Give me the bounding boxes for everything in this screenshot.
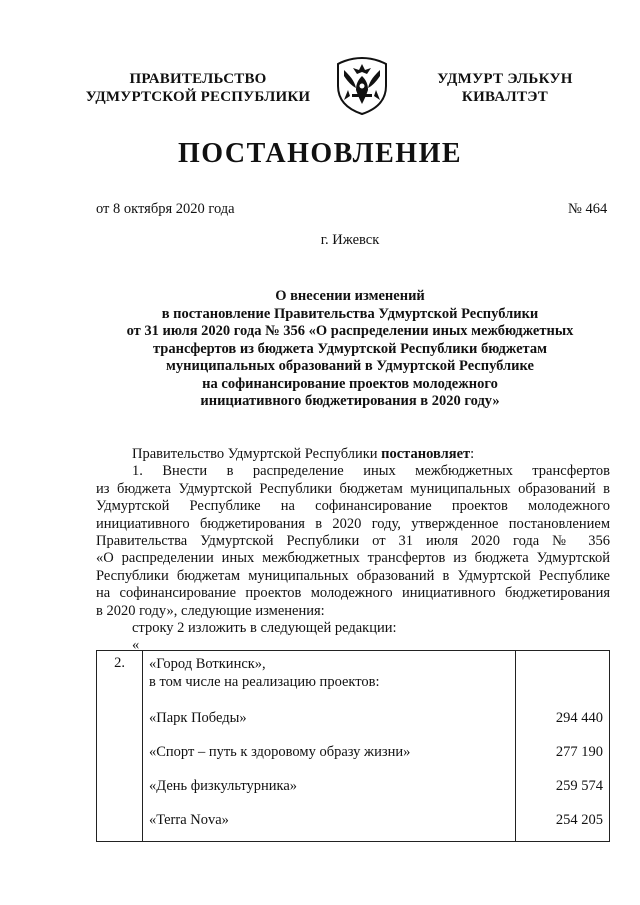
projects-subtitle: в том числе на реализацию проектов: [149, 674, 380, 690]
document-body [96, 446, 610, 655]
subject-line: в постановление Правительства Удмуртской Республики [161, 305, 539, 322]
document-city: г. Ижевск [320, 232, 380, 248]
quote-open: « [132, 637, 140, 654]
row-value-cell [516, 651, 610, 842]
row-name-cell [143, 651, 516, 842]
document-date: от 8 октября 2020 года [96, 201, 235, 217]
row-instruction: строку 2 изложить в следующей редакции: [132, 620, 397, 637]
subject-line: на софинансирование проектов молодежного [202, 375, 498, 392]
subject-line: от 31 июля 2020 года № 356 «О распределении иных межбюджетных [126, 323, 574, 339]
intro-end: : [470, 446, 475, 462]
subject-line: муниципальных образований в Удмуртской Республике [166, 358, 534, 374]
item1-line: на софинансирование проектов молодежного инициативного бюджетирования [96, 585, 610, 602]
item1-line: 1. Внести в распределение иных межбюджетных трансфертов [132, 463, 610, 480]
item1-line: инициативного бюджетирования в 2020 году, утвержденное постановлением [96, 515, 610, 532]
municipality-name: «Город Воткинск», [149, 656, 266, 672]
item1-line: из бюджета Удмуртской Республики бюджетам муниципальных образований в [96, 480, 610, 497]
intro-paragraph [96, 446, 610, 463]
subject-line: трансфертов из бюджета Удмуртской Республики бюджетам [153, 340, 547, 357]
document-title: ПОСТАНОВЛЕНИЕ [177, 138, 463, 169]
udmurtia-coat-of-arms-icon [336, 56, 388, 116]
item1-line: Удмуртской Республике на софинансирование проектов молодежного [96, 498, 610, 515]
document-subject [0, 288, 640, 411]
item1-line: Республики бюджетам муниципальных образований в Удмуртской Республике [96, 567, 610, 584]
project-name: «Спорт – путь к здоровому образу жизни» [149, 744, 411, 760]
subject-line: инициативного бюджетирования в 2020 году» [200, 393, 500, 409]
row-number: 2. [97, 651, 143, 842]
header-right [420, 70, 590, 106]
item1-line: «О распределении иных межбюджетных трансфертов из бюджета Удмуртской [96, 550, 610, 567]
subject-line: О внесении изменений [275, 288, 425, 304]
table-row [97, 651, 610, 842]
intro-bold: постановляет [381, 446, 471, 462]
intro-text: Правительство Удмуртской Республики [132, 446, 378, 462]
project-value: 277 190 [555, 744, 603, 760]
header-left-line: ПРАВИТЕЛЬСТВО [129, 71, 267, 87]
project-value: 254 205 [555, 812, 603, 828]
project-value: 259 574 [555, 778, 603, 794]
document-number: № 464 [568, 201, 608, 217]
item1-line: Правительства Удмуртской Республики от 31 июля 2020 года № 356 [96, 533, 610, 550]
header-left [78, 70, 318, 106]
project-name: «День физкультурника» [149, 778, 298, 794]
item1-line: в 2020 году», следующие изменения: [96, 602, 325, 619]
header-left-line: УДМУРТСКОЙ РЕСПУБЛИКИ [85, 89, 311, 105]
project-value: 294 440 [555, 710, 603, 726]
amendment-table [96, 650, 610, 842]
project-name: «Terra Nova» [149, 812, 229, 828]
header-right-line: УДМУРТ ЭЛЬКУН [437, 71, 573, 87]
header-right-line: КИВАЛТЭТ [461, 89, 549, 105]
project-name: «Парк Победы» [149, 710, 247, 726]
